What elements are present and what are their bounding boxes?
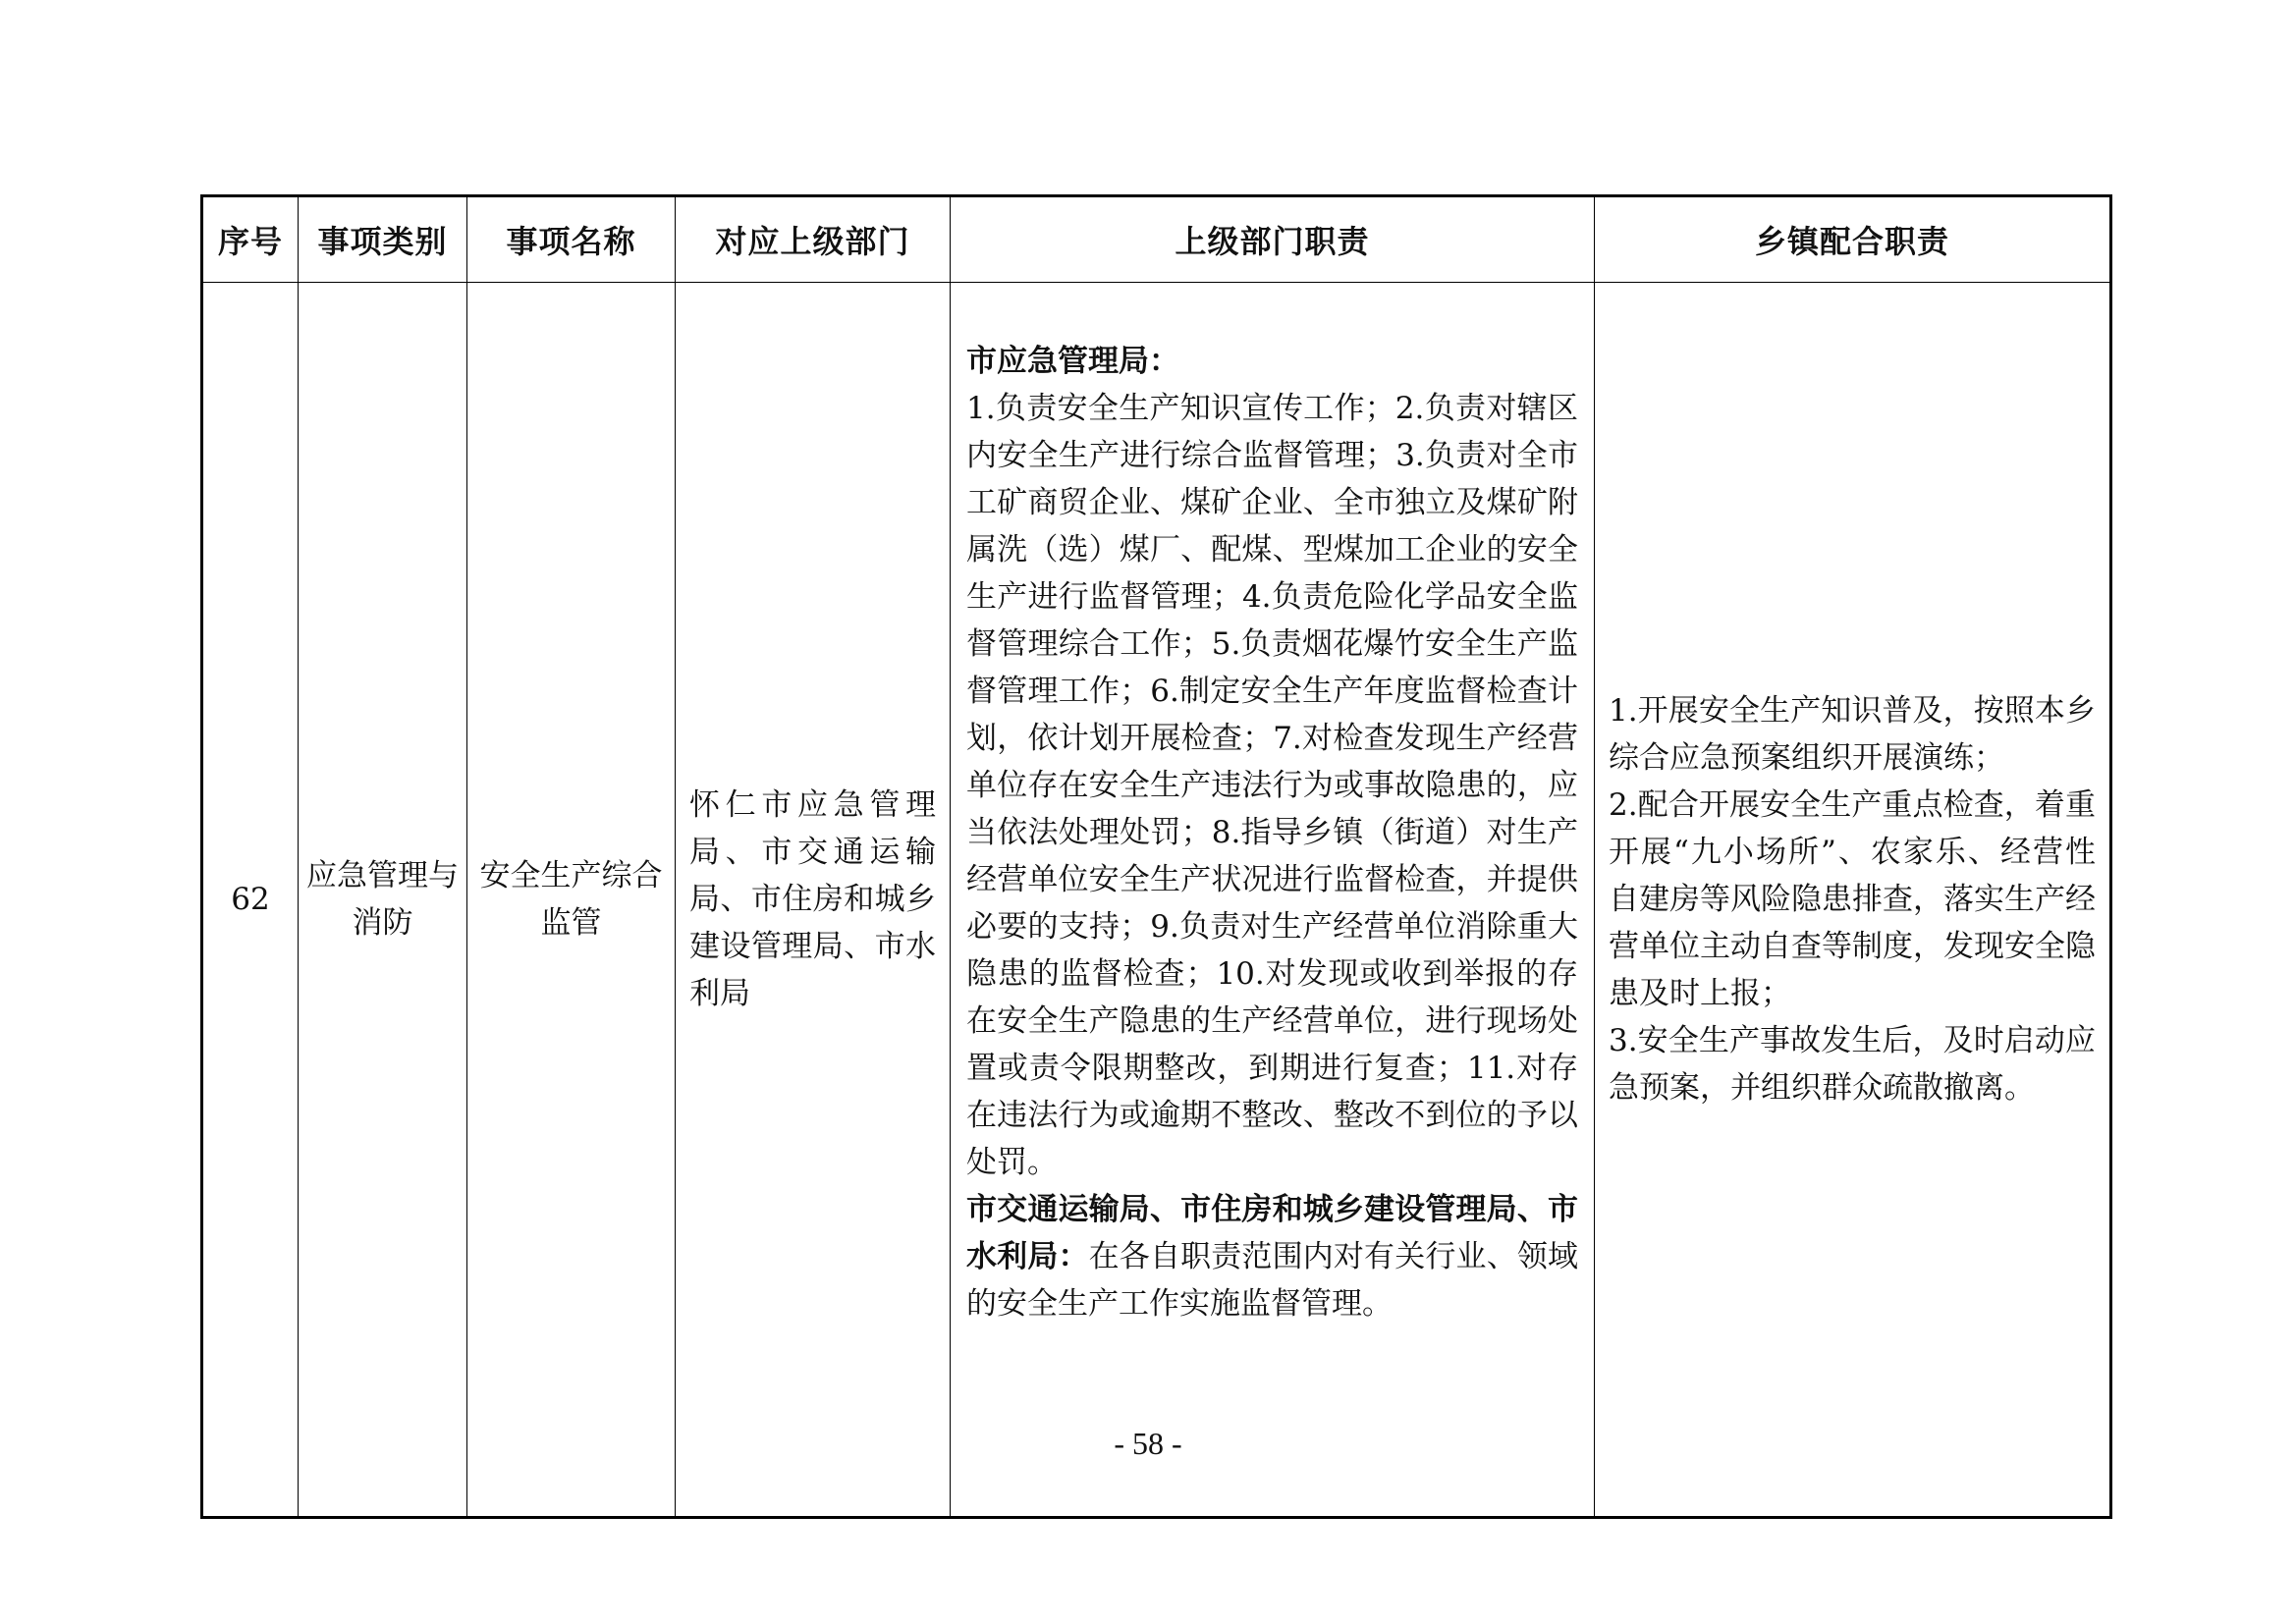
cell-category: 应急管理与消防 <box>299 283 467 1518</box>
page-number: - 58 - <box>1114 1426 1182 1461</box>
table-row <box>202 283 2111 1518</box>
cell-town-duties <box>1595 283 2111 1518</box>
duty-block-other-depts <box>966 1186 1578 1327</box>
cell-superior-dept: 怀仁市应急管理局、市交通运输局、市住房和城乡建设管理局、市水利局 <box>676 283 951 1518</box>
header-town-duties: 乡镇配合职责 <box>1595 196 2111 283</box>
header-seq: 序号 <box>202 196 299 283</box>
table-header-row <box>202 196 2111 283</box>
cell-item-name: 安全生产综合监管 <box>467 283 676 1518</box>
duty-table <box>200 194 2112 1519</box>
header-category: 事项类别 <box>299 196 467 283</box>
duty-block-emergency <box>966 338 1578 1186</box>
town-duty-1: 1.开展安全生产知识普及，按照本乡综合应急预案组织开展演练； <box>1609 693 2096 776</box>
duty-heading-emergency: 市应急管理局： <box>966 344 1179 379</box>
header-superior-duties: 上级部门职责 <box>951 196 1595 283</box>
duty-text-other-depts: 在各自职责范围内对有关行业、领域的安全生产工作实施监督管理。 <box>966 1239 1579 1322</box>
duty-text-emergency: 1.负责安全生产知识宣传工作；2.负责对辖区内安全生产进行综合监督管理；3.负责对全市工矿商贸企业、煤矿企业、全市独立及煤矿附属洗（选）煤厂、配煤、型煤加工企业的安全生产进行监督管理；4.负责危险化学品安全监督管理综合工作；5.负责烟花爆竹安全生产监督管理工作；6.制定安全生产年度监督检查计划，依计划开展检查；7.对检查发现生产经营单位存在安全生产违法行为或事故隐患的，应当依法处理处罚；8.指导乡镇（街道）对生产经营单位安全生产状况进行监督检查，并提供必要的支持；9.负责对生产经营单位消除重大隐患的监督检查；10.对发现或收到举报的存在安全生产隐患的生产经营单位，进行现场处置或责令限期整改，到期进行复查；11.对存在违法行为或逾期不整改、整改不到位的予以处罚。 <box>966 391 1578 1180</box>
duty-heading-other-depts: 市交通运输局、市住房和城乡建设管理局、市水利局： <box>966 1192 1578 1274</box>
cell-seq: 62 <box>202 283 299 1518</box>
header-superior-dept: 对应上级部门 <box>676 196 951 283</box>
town-duty-3: 3.安全生产事故发生后，及时启动应急预案，并组织群众疏散撤离。 <box>1609 1023 2096 1106</box>
town-duty-2: 2.配合开展安全生产重点检查，着重开展“九小场所”、农家乐、经营性自建房等风险隐患排查，落实生产经营单位主动自查等制度，发现安全隐患及时上报； <box>1609 787 2096 1011</box>
cell-superior-duties <box>951 283 1595 1518</box>
header-item-name: 事项名称 <box>467 196 676 283</box>
